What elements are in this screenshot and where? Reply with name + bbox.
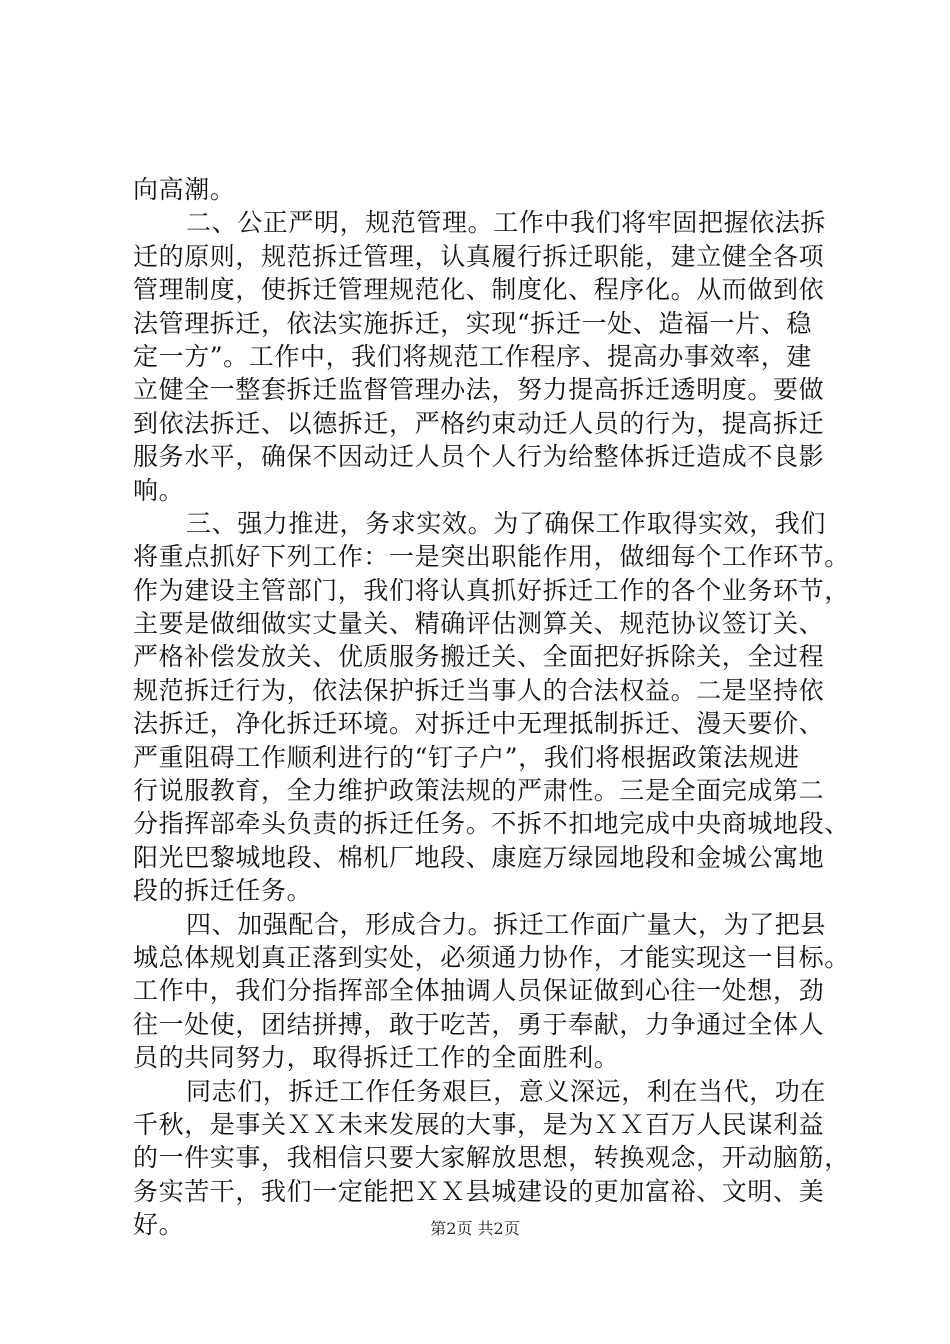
text-line: 千秋，是事关ＸＸ未来发展的大事，是为ＸＸ百万人民谋利益: [133, 1109, 825, 1139]
text-line: 服务水平，确保不因动迁人员个人行为给整体拆迁造成不良影: [133, 442, 825, 472]
page-number: 第2页 共2页: [430, 1219, 520, 1238]
document-body: [133, 173, 850, 1242]
text-line: 阳光巴黎城地段、棉机厂地段、康庭万绿园地段和金城公寓地: [133, 842, 825, 872]
text-line: 分指挥部牵头负责的拆迁任务。不拆不扣地完成中央商城地段、: [133, 809, 850, 839]
page-footer: [0, 1219, 950, 1239]
text-line: 严重阻碍工作顺利进行的“钉子户”，我们将根据政策法规进: [133, 742, 800, 772]
text-line: 迁的原则，规范拆迁管理，认真履行拆迁职能，建立健全各项: [133, 241, 825, 271]
text-line: 好。: [133, 1210, 185, 1240]
text-line: 工作中，我们分指挥部全体抽调人员保证做到心往一处想，劲: [133, 976, 825, 1006]
text-line: 三、强力推进，务求实效。为了确保工作取得实效，我们: [186, 508, 827, 538]
text-line: 段的拆迁任务。: [133, 876, 313, 906]
text-line: 城总体规划真正落到实处，必须通力协作，才能实现这一目标。: [133, 942, 850, 972]
text-line: 管理制度，使拆迁管理规范化、制度化、程序化。从而做到依: [133, 275, 825, 305]
text-line: 严格补偿发放关、优质服务搬迁关、全面把好拆除关，全过程: [133, 642, 825, 672]
text-line: 二、公正严明，规范管理。工作中我们将牢固把握依法拆: [186, 208, 827, 238]
text-line: 规范拆迁行为，依法保护拆迁当事人的合法权益。二是坚持依: [133, 675, 825, 705]
text-line: 同志们，拆迁工作任务艰巨，意义深远，利在当代，功在: [186, 1076, 827, 1106]
text-line: 作为建设主管部门，我们将认真抓好拆迁工作的各个业务环节，: [133, 575, 850, 605]
text-line: 四、加强配合，形成合力。拆迁工作面广量大，为了把县: [186, 909, 827, 939]
text-line: 将重点抓好下列工作：一是突出职能作用，做细每个工作环节。: [133, 542, 850, 572]
text-line: 响。: [133, 475, 185, 505]
text-line: 到依法拆迁、以德拆迁，严格约束动迁人员的行为，提高拆迁: [133, 408, 825, 438]
text-line: 立健全一整套拆迁监督管理办法，努力提高拆迁透明度。要做: [133, 375, 825, 405]
text-line: 务实苦干，我们一定能把ＸＸ县城建设的更加富裕、文明、美: [133, 1176, 825, 1206]
text-line: 行说服教育，全力维护政策法规的严肃性。三是全面完成第二: [133, 776, 825, 806]
text-line: 定一方”。工作中，我们将规范工作程序、提高办事效率，建: [133, 341, 812, 371]
text-line: 法拆迁，净化拆迁环境。对拆迁中无理抵制拆迁、漫天要价、: [133, 709, 825, 739]
text-line: 员的共同努力，取得拆迁工作的全面胜利。: [133, 1043, 620, 1073]
text-line: 往一处使，团结拼搏，敢于吃苦，勇于奉献，力争通过全体人: [133, 1009, 825, 1039]
text-line: 的一件实事，我相信只要大家解放思想，转换观念，开动脑筋，: [133, 1143, 850, 1173]
text-line: 主要是做细做实丈量关、精确评估测算关、规范协议签订关、: [133, 609, 825, 639]
text-line: 法管理拆迁，依法实施拆迁，实现“拆迁一处、造福一片、稳: [133, 308, 812, 338]
text-line: 向高潮。: [133, 175, 236, 204]
